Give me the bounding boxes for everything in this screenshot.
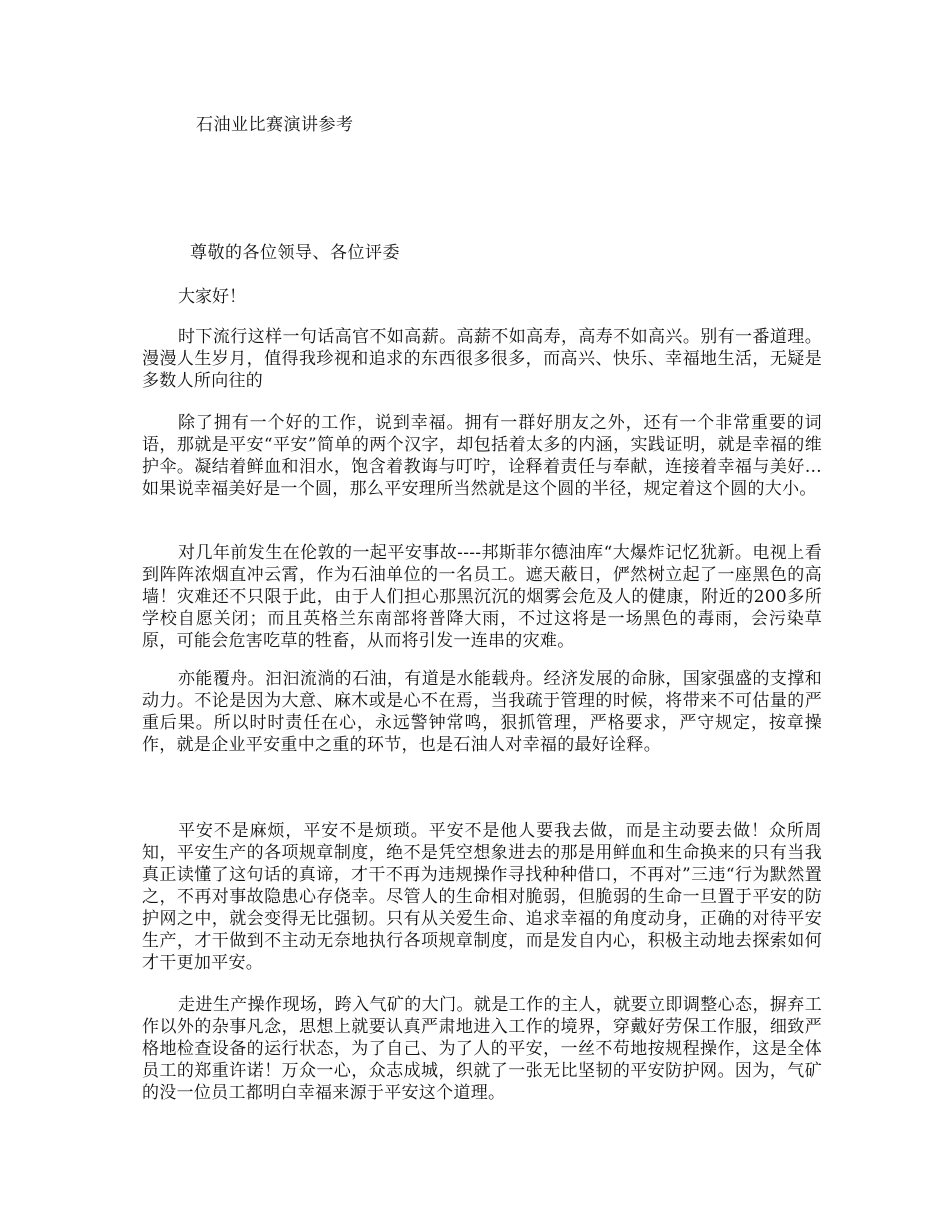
paragraph-1: 时下流行这样一句话高官不如高薪。高薪不如高寿，高寿不如高兴。别有一番道理。漫漫人生岁月，值得我珍视和追求的东西很多很多，而高兴、快乐、幸福地生活，无疑是多数人所向往的 <box>142 327 822 391</box>
salutation: 尊敬的各位领导、各位评委 <box>190 243 400 263</box>
paragraph-3: 对几年前发生在伦敦的一起平安事故----邦斯菲尔德油库“大爆炸记忆犹新。电视上看到阵阵浓烟直冲云霄，作为石油单位的一名员工。遮天蔽日，俨然树立起了一座黑色的高墙！灾难还不只限于此，由于人们担心那黑沉沉的烟雾会危及人的健康，附近的200多所学校自愿关闭；而且英格兰东南部将普降大雨，不过这将是一场黑色的毒雨，会污染草原，可能会危害吃草的牲畜，从而将引发一连串的灾难。 <box>142 543 822 651</box>
greeting: 大家好！ <box>178 287 246 307</box>
paragraph-4: 亦能覆舟。汩汩流淌的石油，有道是水能载舟。经济发展的命脉，国家强盛的支撑和动力。不论是因为大意、麻木或是心不在焉，当我疏于管理的时候，将带来不可估量的严重后果。所以时时责任在心，永远警钟常鸣，狠抓管理，严格要求，严守规定，按章操作，就是企业平安重中之重的环节，也是石油人对幸福的最好诠释。 <box>142 669 822 755</box>
document-title: 石油业比赛演讲参考 <box>196 115 354 135</box>
paragraph-2: 除了拥有一个好的工作，说到幸福。拥有一群好朋友之外，还有一个非常重要的词语，那就是平安“平安”简单的两个汉字，却包括着太多的内涵，实践证明，就是幸福的维护伞。凝结着鲜血和泪水，饱含着教诲与叮咛，诠释着责任与奉献，连接着幸福与美好…如果说幸福美好是一个圆，那么平安理所当然就是这个圆的半径，规定着这个圆的大小。 <box>142 413 822 499</box>
paragraph-6: 走进生产操作现场，跨入气矿的大门。就是工作的主人，就要立即调整心态，摒弃工作以外的杂事凡念，思想上就要认真严肃地进入工作的境界，穿戴好劳保工作服，细致严格地检查设备的运行状态，为了自己、为了人的平安，一丝不苟地按规程操作，这是全体员工的郑重许诺！万众一心，众志成城，织就了一张无比坚韧的平安防护网。因为，气矿的没一位员工都明白幸福来源于平安这个道理。 <box>142 995 822 1103</box>
paragraph-5: 平安不是麻烦，平安不是烦琐。平安不是他人要我去做，而是主动要去做！众所周知，平安生产的各项规章制度，绝不是凭空想象进去的那是用鲜血和生命换来的只有当我真正读懂了这句话的真谛，才干不再为违规操作寻找种种借口，不再对”三违“行为默然置之，不再对事故隐患心存侥幸。尽管人的生命相对脆弱，但脆弱的生命一旦置于平安的防护网之中，就会变得无比强韧。只有从关爱生命、追求幸福的角度动身，正确的对待平安生产，才干做到不主动无奈地执行各项规章制度，而是发自内心，积极主动地去探索如何才干更加平安。 <box>142 821 822 973</box>
